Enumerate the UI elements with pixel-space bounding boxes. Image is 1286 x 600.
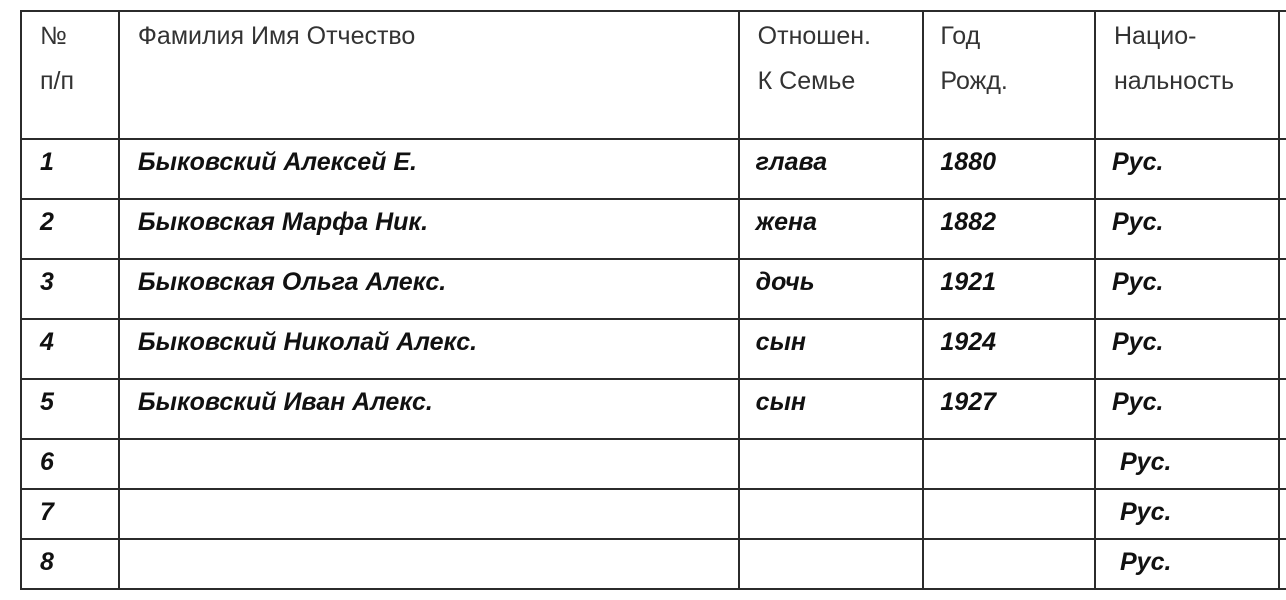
row-birth-year: 1921 bbox=[923, 259, 1095, 319]
header-nationality-line2: нальность bbox=[1113, 67, 1234, 95]
family-table bbox=[20, 10, 1286, 590]
table-row bbox=[21, 489, 1286, 539]
row-extra-cell bbox=[1279, 489, 1286, 539]
row-nationality: Рус. bbox=[1095, 439, 1279, 489]
row-extra-cell bbox=[1279, 319, 1286, 379]
header-birth-year-line1: Год bbox=[940, 22, 981, 50]
row-nationality: Рус. bbox=[1095, 379, 1279, 439]
row-birth-year: 1924 bbox=[923, 319, 1095, 379]
row-extra-cell bbox=[1279, 259, 1286, 319]
row-full-name: Быковский Алексей Е. bbox=[119, 139, 739, 199]
table-row bbox=[21, 539, 1286, 589]
row-nationality: Рус. bbox=[1095, 319, 1279, 379]
table-row bbox=[21, 319, 1286, 379]
row-number: 3 bbox=[21, 259, 119, 319]
row-full-name: Быковская Марфа Ник. bbox=[119, 199, 739, 259]
row-extra-cell bbox=[1279, 439, 1286, 489]
row-relation bbox=[739, 489, 924, 539]
row-birth-year bbox=[923, 489, 1095, 539]
header-full-name bbox=[119, 11, 739, 139]
row-full-name bbox=[119, 539, 739, 589]
row-relation bbox=[739, 539, 924, 589]
row-number: 1 bbox=[21, 139, 119, 199]
header-birth-year-line2: Рожд. bbox=[940, 67, 1008, 95]
row-relation: дочь bbox=[739, 259, 924, 319]
row-full-name bbox=[119, 439, 739, 489]
row-birth-year bbox=[923, 539, 1095, 589]
row-nationality: Рус. bbox=[1095, 139, 1279, 199]
row-extra-cell bbox=[1279, 379, 1286, 439]
table-row bbox=[21, 199, 1286, 259]
header-number-line2: п/п bbox=[40, 67, 75, 95]
row-nationality: Рус. bbox=[1095, 199, 1279, 259]
header-number bbox=[21, 11, 119, 139]
row-full-name bbox=[119, 489, 739, 539]
row-number: 7 bbox=[21, 489, 119, 539]
row-extra-cell bbox=[1279, 139, 1286, 199]
header-relation bbox=[739, 11, 924, 139]
row-nationality: Рус. bbox=[1095, 489, 1279, 539]
header-row bbox=[21, 11, 1286, 139]
row-nationality: Рус. bbox=[1095, 259, 1279, 319]
row-relation: сын bbox=[739, 319, 924, 379]
row-full-name: Быковский Николай Алекс. bbox=[119, 319, 739, 379]
row-birth-year: 1882 bbox=[923, 199, 1095, 259]
row-number: 5 bbox=[21, 379, 119, 439]
row-nationality: Рус. bbox=[1095, 539, 1279, 589]
row-extra-cell bbox=[1279, 539, 1286, 589]
header-nationality bbox=[1095, 11, 1279, 139]
table-row bbox=[21, 379, 1286, 439]
table-row bbox=[21, 139, 1286, 199]
row-number: 8 bbox=[21, 539, 119, 589]
row-birth-year bbox=[923, 439, 1095, 489]
header-relation-line1: Отношен. bbox=[757, 22, 871, 50]
row-relation bbox=[739, 439, 924, 489]
row-full-name: Быковская Ольга Алекс. bbox=[119, 259, 739, 319]
row-number: 6 bbox=[21, 439, 119, 489]
row-full-name: Быковский Иван Алекс. bbox=[119, 379, 739, 439]
header-full-name-text: Фамилия Имя Отчество bbox=[137, 22, 416, 50]
row-birth-year: 1927 bbox=[923, 379, 1095, 439]
row-relation: жена bbox=[739, 199, 924, 259]
row-relation: глава bbox=[739, 139, 924, 199]
header-relation-line2: К Семье bbox=[757, 67, 856, 95]
row-relation: сын bbox=[739, 379, 924, 439]
header-nationality-line1: Нацио- bbox=[1113, 22, 1197, 50]
row-birth-year: 1880 bbox=[923, 139, 1095, 199]
header-extra-column bbox=[1279, 11, 1286, 139]
row-number: 2 bbox=[21, 199, 119, 259]
table-row bbox=[21, 259, 1286, 319]
table-row bbox=[21, 439, 1286, 489]
header-birth-year bbox=[923, 11, 1095, 139]
row-extra-cell bbox=[1279, 199, 1286, 259]
header-number-line1: № bbox=[40, 22, 67, 50]
row-number: 4 bbox=[21, 319, 119, 379]
